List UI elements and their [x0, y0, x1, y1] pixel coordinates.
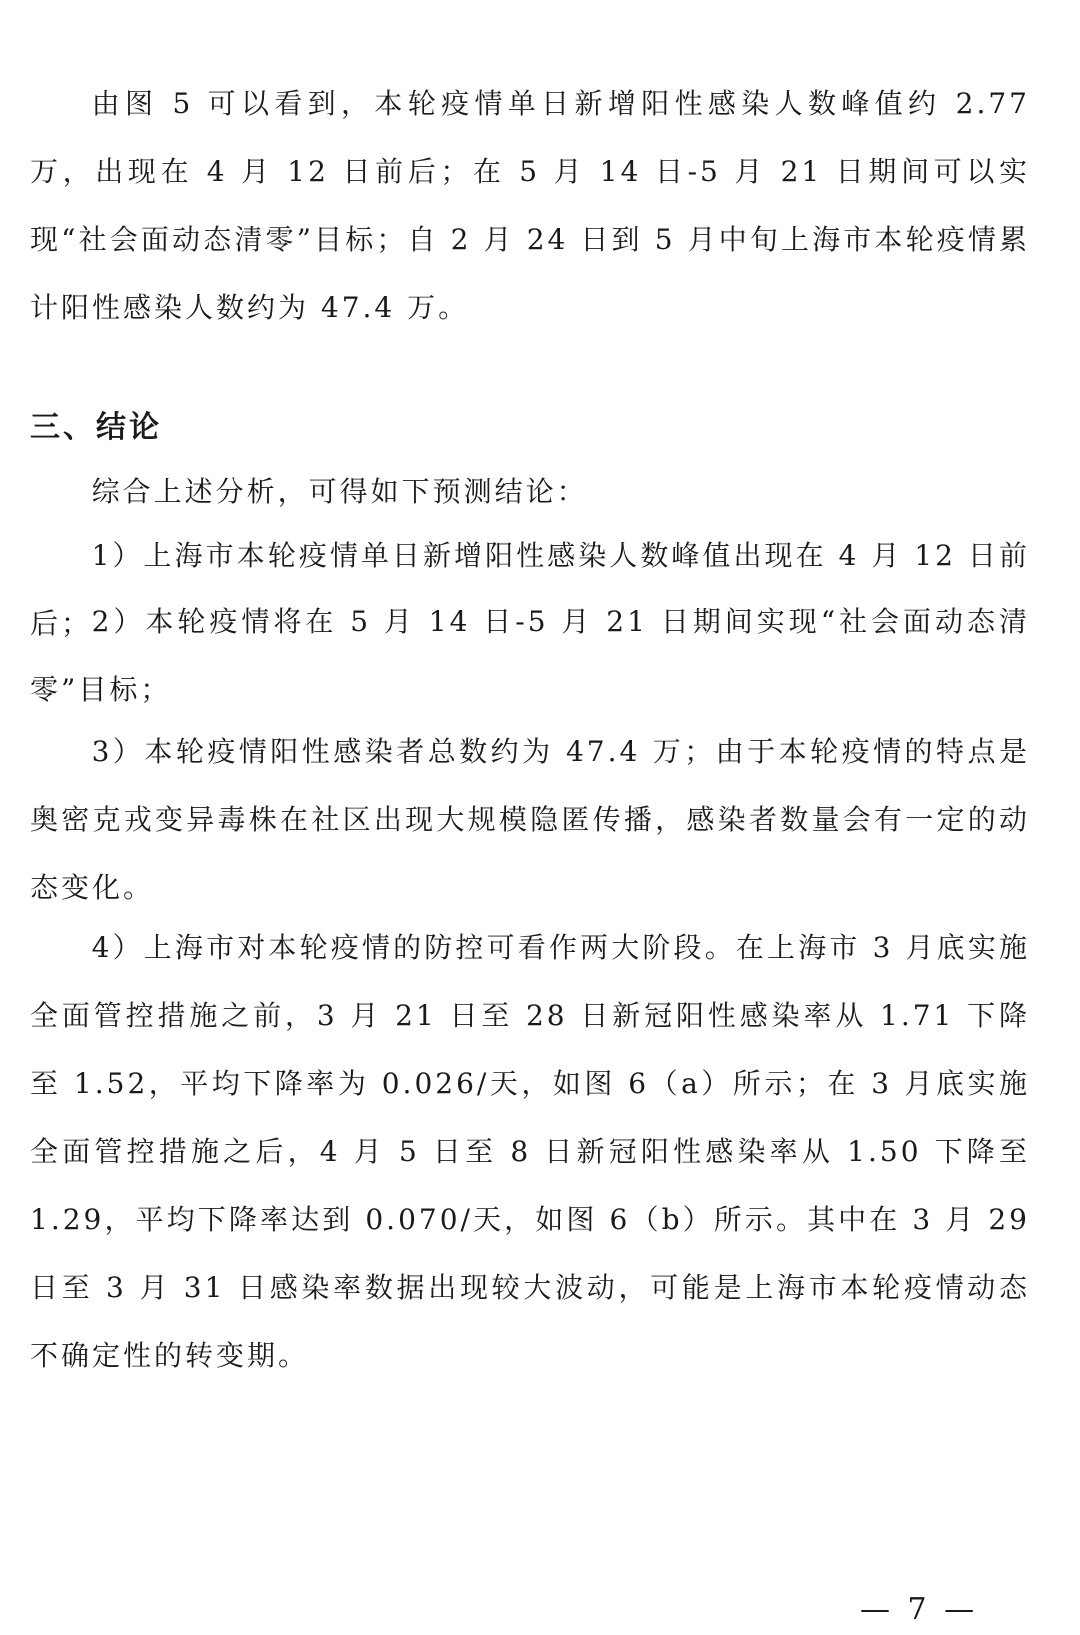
- conclusion-item-1: 1）上海市本轮疫情单日新增阳性感染人数峰值出现在 4 月 12 日前后；: [30, 539, 1030, 640]
- conclusion-item-4: 4）上海市对本轮疫情的防控可看作两大阶段。在上海市 3 月底实施全面管控措施之前，3 月 21 日至 28 日新冠阳性感染率从 1.71 下降至 1.52，平均下降率为 0.026/天，如图 6（a）所示；在 3 月底实施全面管控措施之后，4 月 5 日至 8 日新冠阳性感染率从 1.50 下降至 1.29，平均下降率达到 0.070/天，如图 6（b）所示。其中在 3 月 29 日至 3 月 31 日感染率数据出现较大波动，可能是上海市本轮疫情动态不确定性的转变期。: [30, 931, 1030, 1372]
- conclusion-intro: 综合上述分析，可得如下预测结论：: [91, 475, 588, 508]
- page-number: — 7 —: [860, 1592, 979, 1627]
- section-heading: 三、结论: [30, 410, 162, 445]
- conclusion-item-2: 2）本轮疫情将在 5 月 14 日-5 月 21 日期间实现“社会面动态清零”目标；: [30, 605, 1030, 706]
- conclusion-item-3: 3）本轮疫情阳性感染者总数约为 47.4 万；由于本轮疫情的特点是奥密克戎变异毒株在社区出现大规模隐匿传播，感染者数量会有一定的动态变化。: [30, 735, 1030, 904]
- summary-paragraph: 由图 5 可以看到，本轮疫情单日新增阳性感染人数峰值约 2.77 万，出现在 4 月 12 日前后；在 5 月 14 日-5 月 21 日期间可以实现“社会面动态清零”目标；自 2 月 24 日到 5 月中旬上海市本轮疫情累计阳性感染人数约为 47.4 万。: [30, 87, 1030, 324]
